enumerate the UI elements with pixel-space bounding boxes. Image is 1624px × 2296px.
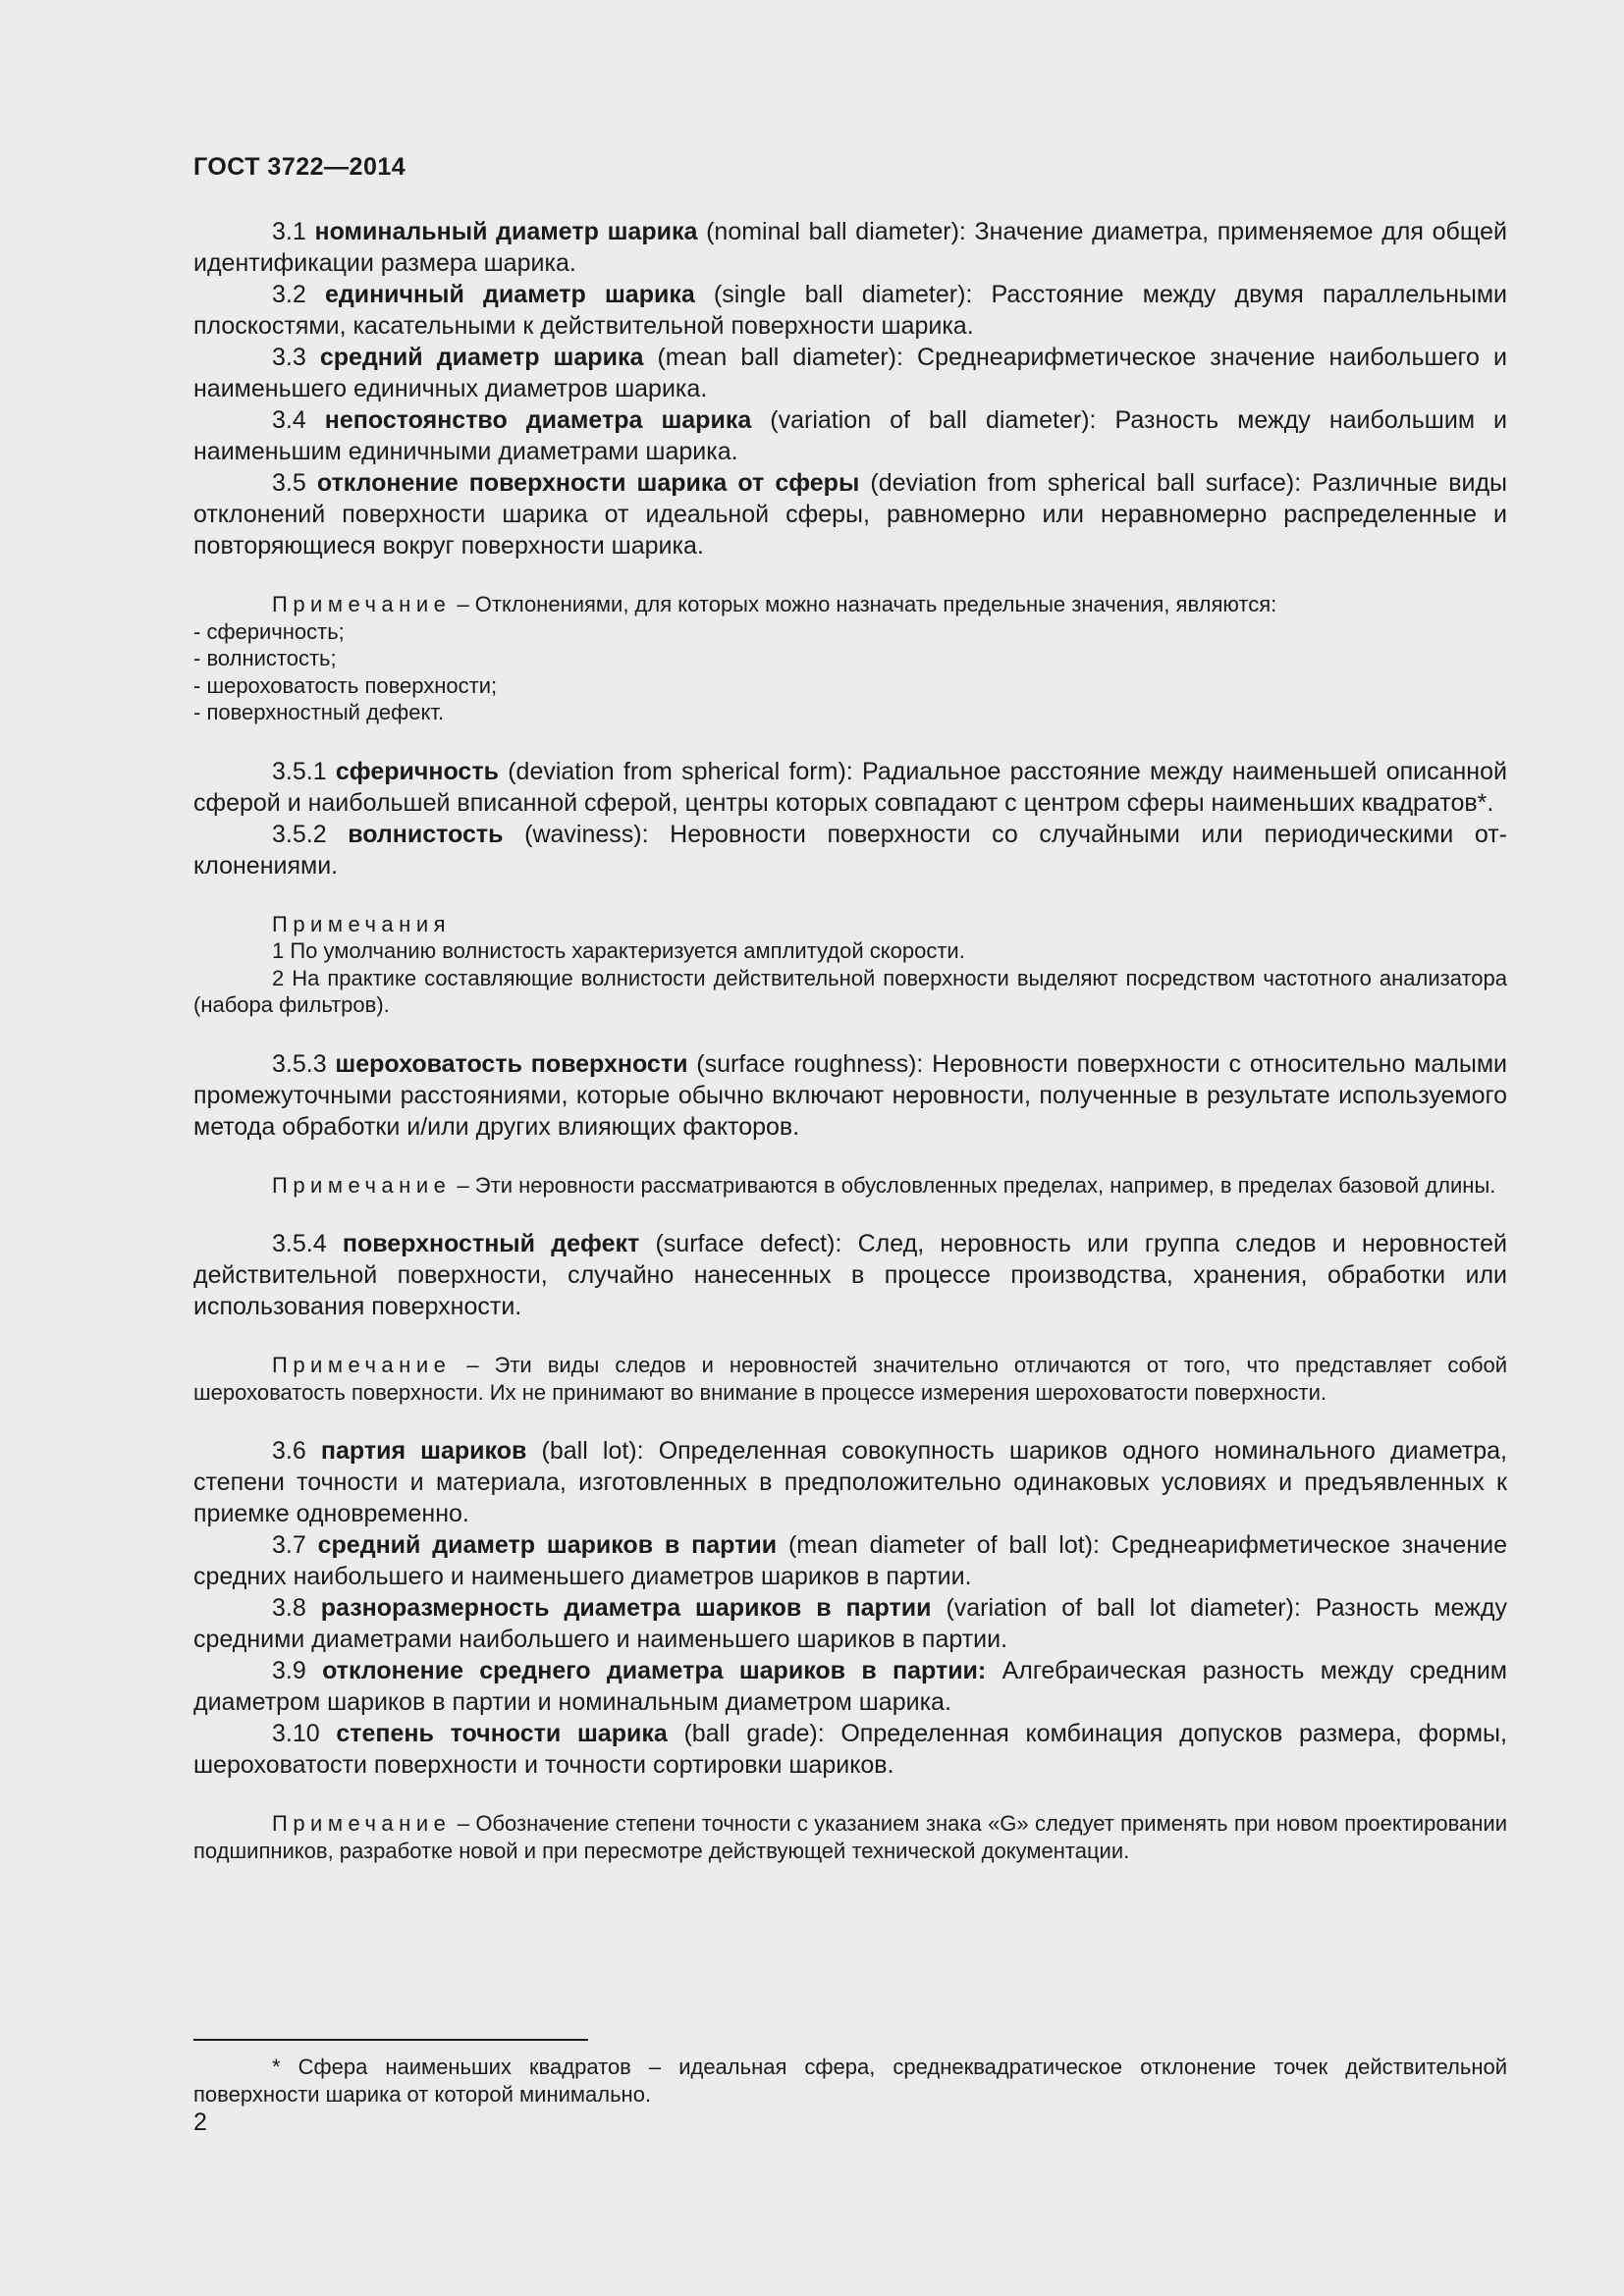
footnote-divider — [193, 2039, 588, 2041]
note-grade: Примечание – Обозначение степени точности с указанием знака «G» следует применять при новом проектировании подшипников, разработке новой и при пересмотре действующей технической документации. — [193, 1811, 1507, 1863]
note-label: Примечания — [272, 911, 452, 936]
document-header: ГОСТ 3722—2014 — [193, 153, 406, 181]
list-item: - сферичность; — [193, 618, 345, 644]
term: номинальный диаметр шарика — [314, 218, 698, 245]
list-item: - поверхностный дефект. — [193, 700, 445, 724]
note-waviness — [193, 911, 1507, 1019]
page-number: 2 — [193, 2109, 207, 2136]
term: отклонение среднего диаметра шариков в партии: — [322, 1657, 987, 1684]
term: непостоянство диаметра шарика — [324, 406, 752, 434]
term: партия шариков — [320, 1437, 527, 1465]
term: поверхностный дефект — [342, 1230, 640, 1257]
note-defect: Примечание – Эти виды следов и неровностей значительно отличаются от того, что представляет собой шероховатость поверхности. Их не принимают во внимание в процессе измерения шероховатости поверхности. — [193, 1353, 1507, 1405]
clause-3-10: 3.10 степень точности шарика (ball grade): Определенная комбинация допусков размера, формы, шероховатости поверхности и точности сортировки шариков. — [193, 1720, 1507, 1779]
clause-3-8: 3.8 разноразмерность диаметра шариков в партии (variation of ball lot diameter): Разность между средними диаметрами наибольшего и наименьшего шариков в партии. — [193, 1594, 1507, 1653]
list-item: - шероховатость поверхности; — [193, 672, 498, 698]
clause-3-5-4: 3.5.4 поверхностный дефект (surface defect): След, неровность или группа следов и неровностей действительной поверхности, случайно нанесенных в процессе производства, хранения, обработки или использования поверхности. — [193, 1230, 1508, 1320]
clause-3-4: 3.4 непостоянство диаметра шарика (variation of ball diameter): Разность между наибольшим и наименьшим единичными диаметрами шарика. — [193, 406, 1508, 465]
note-item: 1 По умолчанию волнистость характеризуется амплитудой скорости. — [272, 938, 965, 963]
clause-3-5-1: 3.5.1 сферичность (deviation from spherical form): Радиальное расстояние между наименьшей описанной сферой и наибольшей вписанной сферой, центры которых совпадают с центром сферы наименьших квадратов*. — [193, 757, 1507, 817]
note-item: 2 На практике составляющие волнистости действительной поверхности выделяют посредством частотного анализатора (набора фильтров). — [193, 965, 1507, 1017]
term: средний диаметр шарика — [319, 344, 644, 371]
term: средний диаметр шариков в партии — [317, 1531, 778, 1559]
term: отклонение поверхности шарика от сферы — [316, 469, 860, 497]
note-label: Примечание — [272, 592, 452, 616]
term: шероховатость поверхности — [335, 1049, 688, 1078]
term: волнистость — [348, 820, 504, 848]
term: степень точности шарика — [336, 1720, 668, 1747]
term: разноразмерность диаметра шариков в партии — [320, 1594, 932, 1622]
term: единичный диаметр шарика — [324, 281, 695, 308]
footnote: * Сфера наименьших квадратов – идеальная сфера, среднеквадратическое отклонение точек действительной поверхности шарика от которой минимально. — [193, 2055, 1507, 2107]
clause-3-6: 3.6 партия шариков (ball lot): Определенная совокупность шариков одного номинального диаметра, степени точности и материала, изготовленных в предположительно одинаковых условиях и предъявленных к приемке одновременно. — [193, 1437, 1507, 1527]
term: сферичность — [335, 757, 499, 785]
list-item: - волнистость; — [193, 646, 337, 670]
clause-3-5-3: 3.5.3 шероховатость поверхности (surface roughness): Неровности поверхности с относительно малыми промежуточными расстояниями, которые обычно включают неровности, полученные в результате используемого метода обработки и/или других влияющих факторов. — [193, 1049, 1507, 1141]
note-roughness: Примечание – Эти неровности рассматриваются в обусловленных пределах, например, в пределах базовой длины. — [272, 1172, 1496, 1198]
clause-3-2: 3.2 единичный диаметр шарика (single ball diameter): Расстояние между двумя параллельными плоскостями, касательными к действительной поверхности шарика. — [193, 281, 1507, 340]
note-label: Примечание — [272, 1353, 452, 1377]
clause-3-9: 3.9 отклонение среднего диаметра шариков в партии: Алгебраическая разность между средним диаметром шариков в партии и номинальным диаметром шарика. — [193, 1657, 1507, 1716]
clause-3-1: 3.1 номинальный диаметр шарика (nominal ball diameter): Значение диаметра, применяемое для общей идентификации размера шарика. — [193, 218, 1508, 277]
clause-3-7: 3.7 средний диаметр шариков в партии (mean diameter of ball lot): Среднеарифметическое значение средних наибольшего и наименьшего диаметров шариков в партии. — [193, 1531, 1508, 1590]
document-body — [193, 216, 1507, 1894]
note-deviations: Примечание – Отклонениями, для которых можно назначать предельные значения, являются: - сферичность; - волнистость; - шероховатость поверхности; - поверхностный дефект. — [193, 591, 1507, 726]
clause-3-5-2: 3.5.2 волнистость (waviness): Неровности поверхности со случайными или периодическими отклонениями. — [193, 820, 1507, 880]
clause-3-5: 3.5 отклонение поверхности шарика от сферы (deviation from spherical ball surface): Различные виды отклонений поверхности шарика от идеальной сферы, равномерно или неравномерно распределенные и повторяющиеся вокруг поверхности шарика. — [193, 469, 1507, 560]
note-label: Примечание — [272, 1811, 452, 1836]
note-label: Примечание — [272, 1172, 452, 1198]
clause-3-3: 3.3 средний диаметр шарика (mean ball diameter): Среднеарифметическое значение наибольшего и наименьшего единичных диаметров шарика. — [193, 344, 1508, 402]
